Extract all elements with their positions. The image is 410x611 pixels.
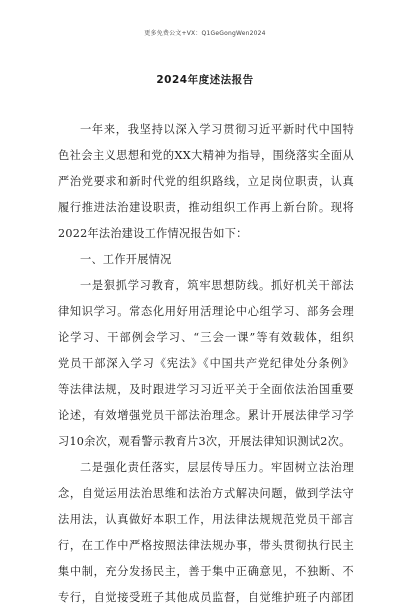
text-line: 2022年法治建设工作情况报告如下：: [58, 227, 248, 240]
text-line: 律知识学习。常态化用好用活理论中心组学习、部务会理: [58, 305, 354, 318]
text-line: 履行推进法治建设职责，推动组织工作再上新台阶。现将: [58, 201, 354, 214]
text-line: 行，在工作中严格按照法律法规办事，带头贯彻执行民主: [58, 539, 354, 552]
text-line: 色社会主义思想和党的XX大精神为指导，围绕落实全面从: [58, 149, 354, 162]
text-line: 一、工作开展情况: [80, 253, 172, 266]
text-line: 论学习、干部例会学习、“三会一课”等有效载体，组织: [58, 331, 354, 344]
text-line: 二是强化责任落实，层层传导压力。牢固树立法治理: [80, 461, 354, 474]
text-line: 集中制，充分发扬民主，善于集中正确意见，不独断、不: [58, 565, 354, 578]
text-line: 习10余次，观看警示教育片3次，开展法律知识测试2次。: [58, 435, 351, 448]
document-body: [58, 117, 354, 611]
text-line: 论述，有效增强党员干部法治理念。累计开展法律学习学: [58, 409, 354, 422]
text-line: 严治党要求和新时代党的组织路线，立足岗位职责，认真: [58, 175, 354, 188]
page-title: 2024年度述法报告: [156, 74, 254, 86]
text-line: 专行，自觉接受班子其他成员监督，自觉维护班子内部团: [58, 591, 354, 604]
text-line: 法用法，认真做好本职工作，用法律法规规范党员干部言: [58, 513, 354, 526]
text-line: 一是狠抓学习教育，筑牢思想防线。抓好机关干部法: [80, 279, 354, 292]
text-line: 念，自觉运用法治思维和法治方式解决问题，做到学法守: [58, 487, 354, 500]
text-line: 等法律法规，及时跟进学习习近平关于全面依法治国重要: [58, 383, 354, 396]
text-line: 党员干部深入学习《宪法》《中国共产党纪律处分条例》: [58, 357, 354, 370]
header-note: 更多免费公文+VX：Q1GeGongWen2024: [144, 30, 266, 37]
text-line: 一年来，我坚持以深入学习贯彻习近平新时代中国特: [80, 123, 354, 136]
